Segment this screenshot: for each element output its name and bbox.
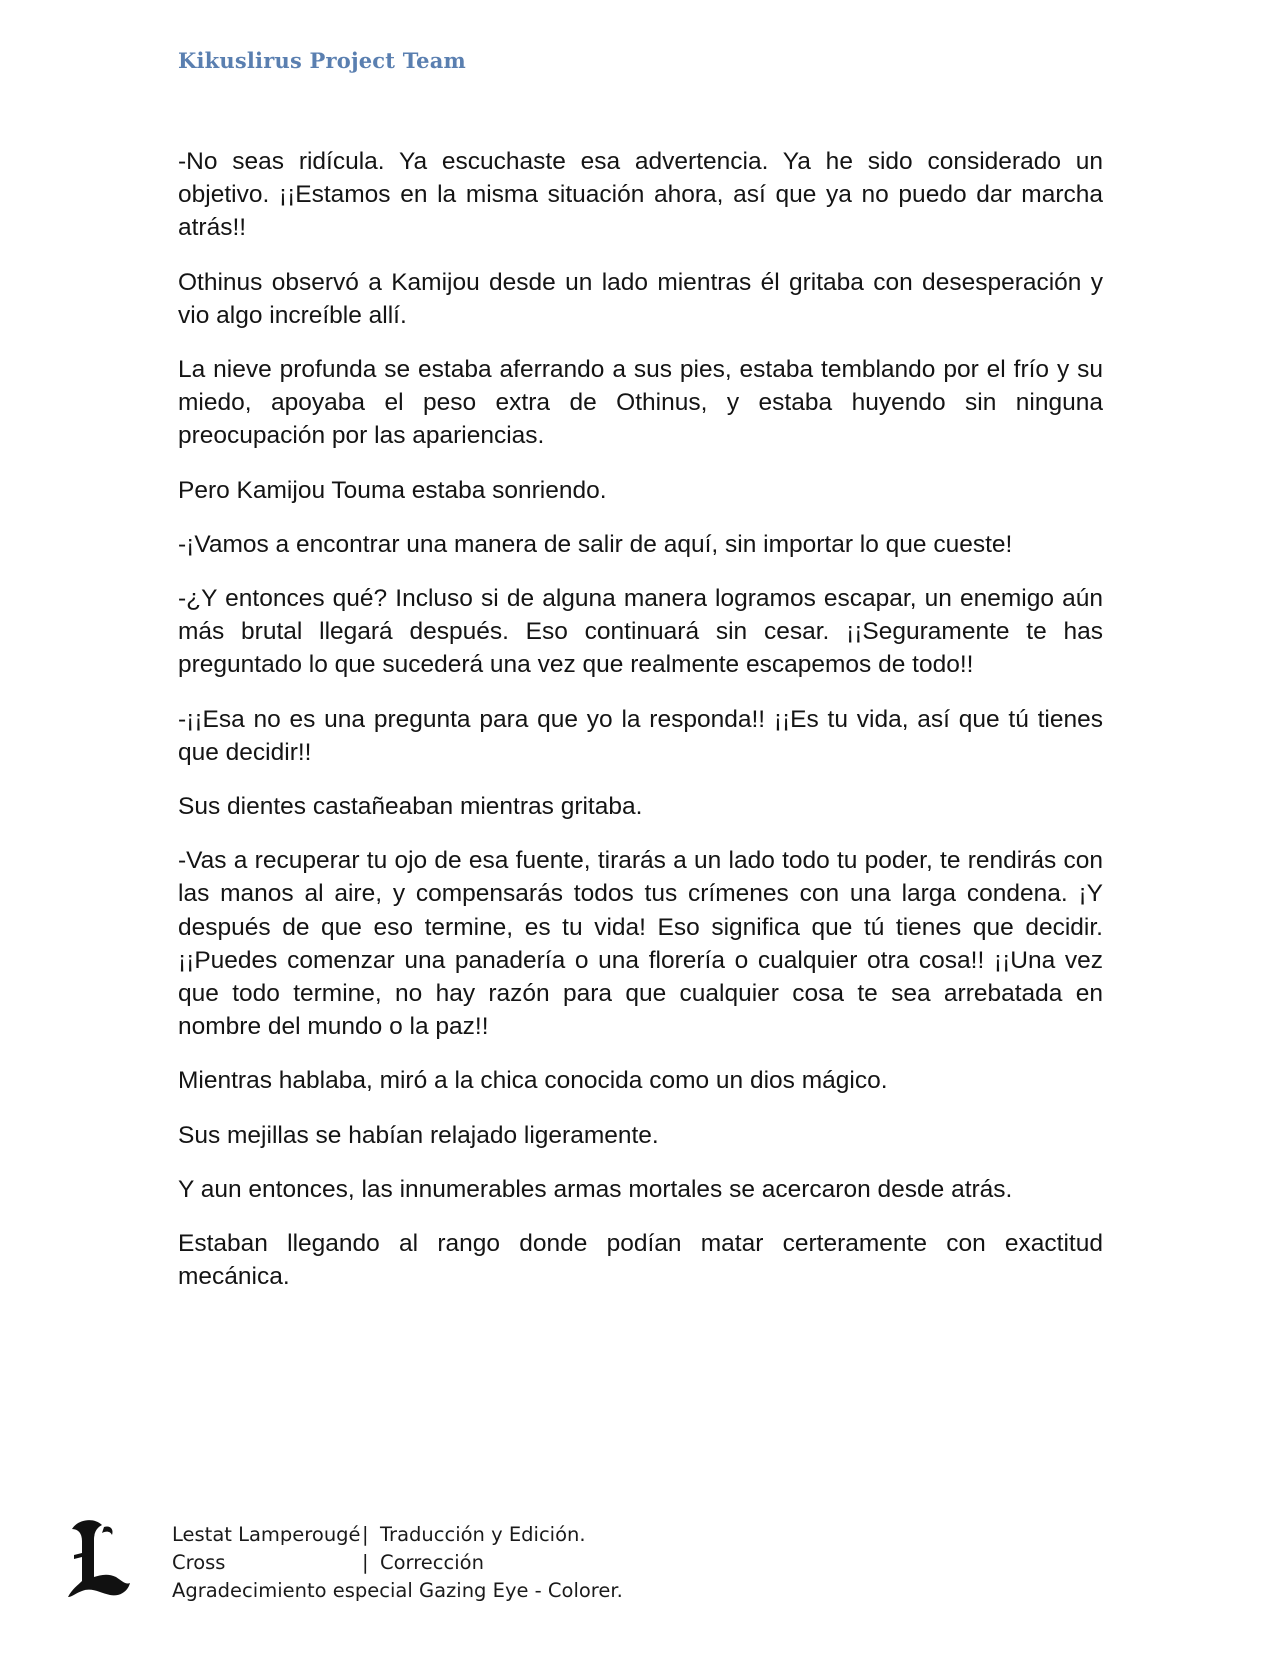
paragraph: -Vas a recuperar tu ojo de esa fuente, tirarás a un lado todo tu poder, te rendirás con las manos al aire, y compensarás todos tus crímenes con una larga condena. ¡Y después de que eso termine, es tu vida! Eso significa que tú tienes que decidir. ¡¡Puedes comenzar una panadería o una florería o cualquier otra cosa!! ¡¡Una vez que todo termine, no hay razón para que cualquier cosa te sea arrebatada en nombre del mundo o la paz!! [178,847,1103,1041]
paragraph: Othinus observó a Kamijou desde un lado mientras él gritaba con desesperación y vio algo increíble allí. [178,268,1103,329]
footer [0,1515,1280,1615]
credit-row [172,1549,623,1577]
body-text [178,145,1103,1314]
paragraph: Sus dientes castañeaban mientras gritaba. [178,793,643,821]
paragraph: La nieve profunda se estaba aferrando a sus pies, estaba temblando por el frío y su miedo, apoyaba el peso extra de Othinus, y estaba huyendo sin ninguna preocupación por las apariencias. [178,356,1103,450]
paragraph: Sus mejillas se habían relajado ligeramente. [178,1121,659,1149]
credit-role: Traducción y Edición. [380,1523,586,1546]
credit-row [172,1521,623,1549]
paragraph: -¡¡Esa no es una pregunta para que yo la responda!! ¡¡Es tu vida, así que tú tienes que decidir!! [178,705,1103,766]
credit-name: Cross [172,1551,226,1574]
paragraph: -¿Y entonces qué? Incluso si de alguna manera logramos escapar, un enemigo aún más brutal llegará después. Eso continuará sin cesar. ¡¡Seguramente te has preguntado lo que sucederá una vez que realmente escapemos de todo!! [178,585,1103,679]
credit-separator: | [362,1523,369,1546]
credits [172,1521,623,1605]
credit-role: Corrección [380,1551,484,1574]
paragraph: Y aun entonces, las innumerables armas mortales se acercaron desde atrás. [178,1175,1013,1203]
credit-separator: | [362,1551,369,1574]
paragraph: Estaban llegando al rango donde podían matar certeramente con exactitud mecánica. [178,1230,1103,1291]
credit-name: Lestat Lamperougé [172,1523,361,1546]
gothic-letter-L-logo-icon [64,1515,134,1601]
paragraph: -No seas ridícula. Ya escuchaste esa advertencia. Ya he sido considerado un objetivo. ¡¡Estamos en la misma situación ahora, así que ya no puedo dar marcha atrás!! [178,148,1103,242]
header-title: Kikuslirus Project Team [178,48,466,73]
paragraph: Pero Kamijou Touma estaba sonriendo. [178,476,607,504]
paragraph: -¡Vamos a encontrar una manera de salir de aquí, sin importar lo que cueste! [178,530,1013,558]
special-thanks: Agradecimiento especial Gazing Eye - Colorer. [172,1579,623,1602]
paragraph: Mientras hablaba, miró a la chica conocida como un dios mágico. [178,1067,888,1095]
